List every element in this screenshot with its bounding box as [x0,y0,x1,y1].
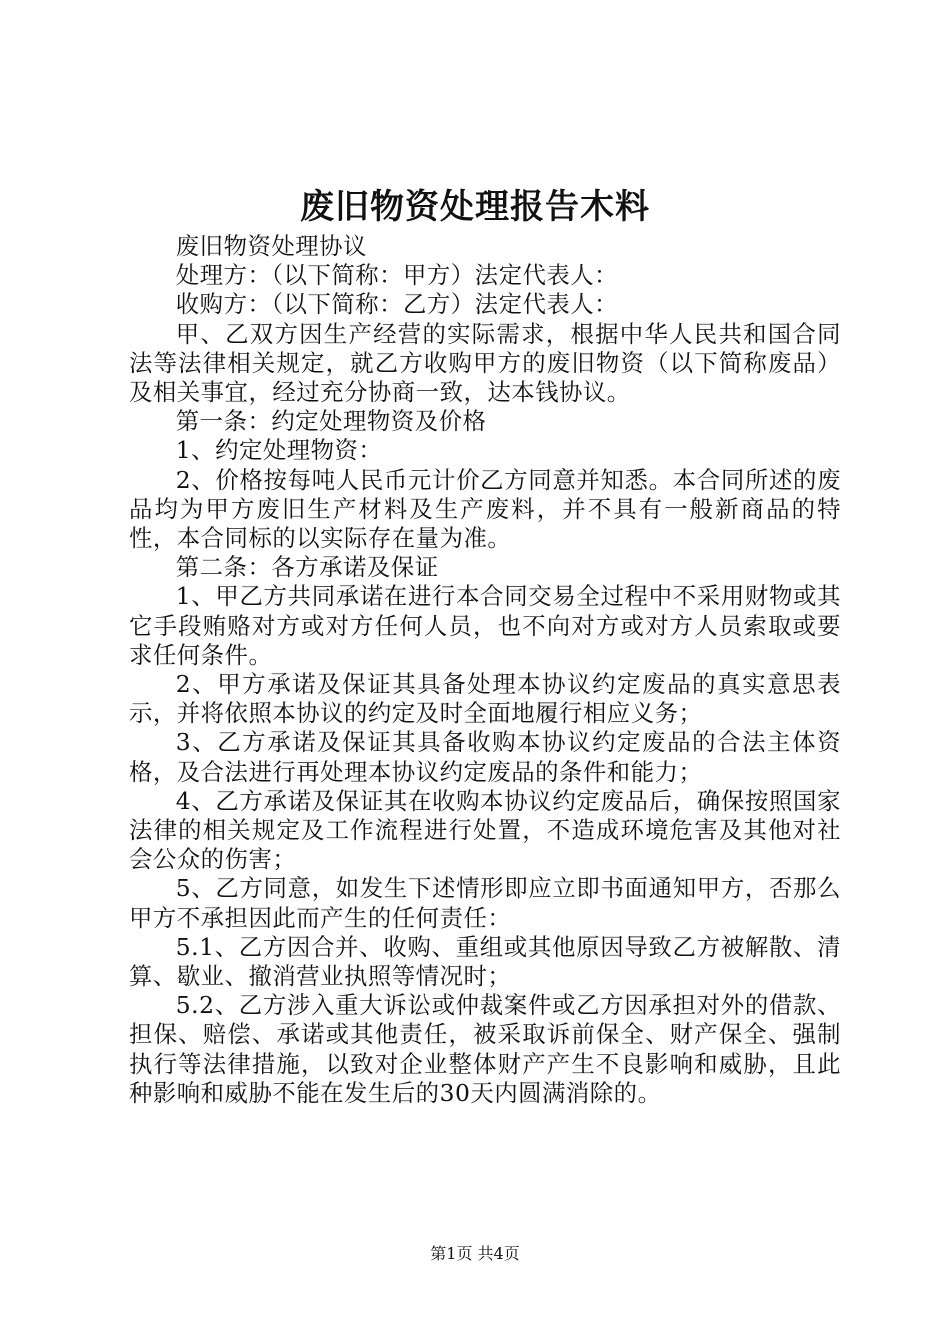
party-b-line: 收购方：（以下简称：乙方）法定代表人： [175,290,619,319]
article-two-item-1: 1、甲乙方共同承诺在进行本合同交易全过程中不采用财物或其它手段贿赂对方或对方任何人员，也不向对方或对方人员索取或要求任何条件。 [129,582,841,669]
article-one-heading: 第一条：约定处理物资及价格 [175,407,487,436]
document-body [129,232,841,1108]
article-two-item-3: 3、乙方承诺及保证其具备收购本协议约定废品的合法主体资格，及合法进行再处理本协议约定废品的条件和能力； [129,728,841,786]
article-two-heading: 第二条：各方承诺及保证 [175,553,439,582]
article-two-item-5: 5、乙方同意，如发生下述情形即应立即书面通知甲方，否那么甲方不承担因此而产生的任何责任： [129,874,841,932]
document-title: 废旧物资处理报告木料 [300,187,650,227]
page-footer: 第1页 共4页 [430,1244,520,1263]
party-a-line: 处理方：（以下简称：甲方）法定代表人： [175,261,619,290]
article-two-item-5-1: 5.1、乙方因合并、收购、重组或其他原因导致乙方被解散、清算、歇业、撤消营业执照等情况时； [129,932,841,991]
agreement-heading: 废旧物资处理协议 [175,232,367,260]
article-one-item-2: 2、价格按每吨人民币元计价乙方同意并知悉。本合同所述的废品均为甲方废旧生产材料及生产废料，并不具有一般新商品的特性，本合同标的以实际存在量为准。 [129,465,841,553]
article-one-item-1: 1、约定处理物资： [175,436,383,465]
article-two-item-5-2: 5.2、乙方涉入重大诉讼或仲裁案件或乙方因承担对外的借款、担保、赔偿、承诺或其他责任，被采取诉前保全、财产保全、强制执行等法律措施，以致对企业整体财产产生不良影响和威胁，且此种影响和威胁不能在发生后的30天内圆满消除的。 [129,991,841,1107]
article-two-item-4: 4、乙方承诺及保证其在收购本协议约定废品后，确保按照国家法律的相关规定及工作流程进行处置，不造成环境危害及其他对社会公众的伤害； [129,786,841,874]
article-two-item-2: 2、甲方承诺及保证其具备处理本协议约定废品的真实意思表示，并将依照本协议的约定及时全面地履行相应义务； [129,670,841,728]
preamble-paragraph: 甲、乙双方因生产经营的实际需求，根据中华人民共和国合同法等法律相关规定，就乙方收购甲方的废旧物资（以下简称废品）及相关事宜，经过充分协商一致，达本钱协议。 [129,319,841,407]
